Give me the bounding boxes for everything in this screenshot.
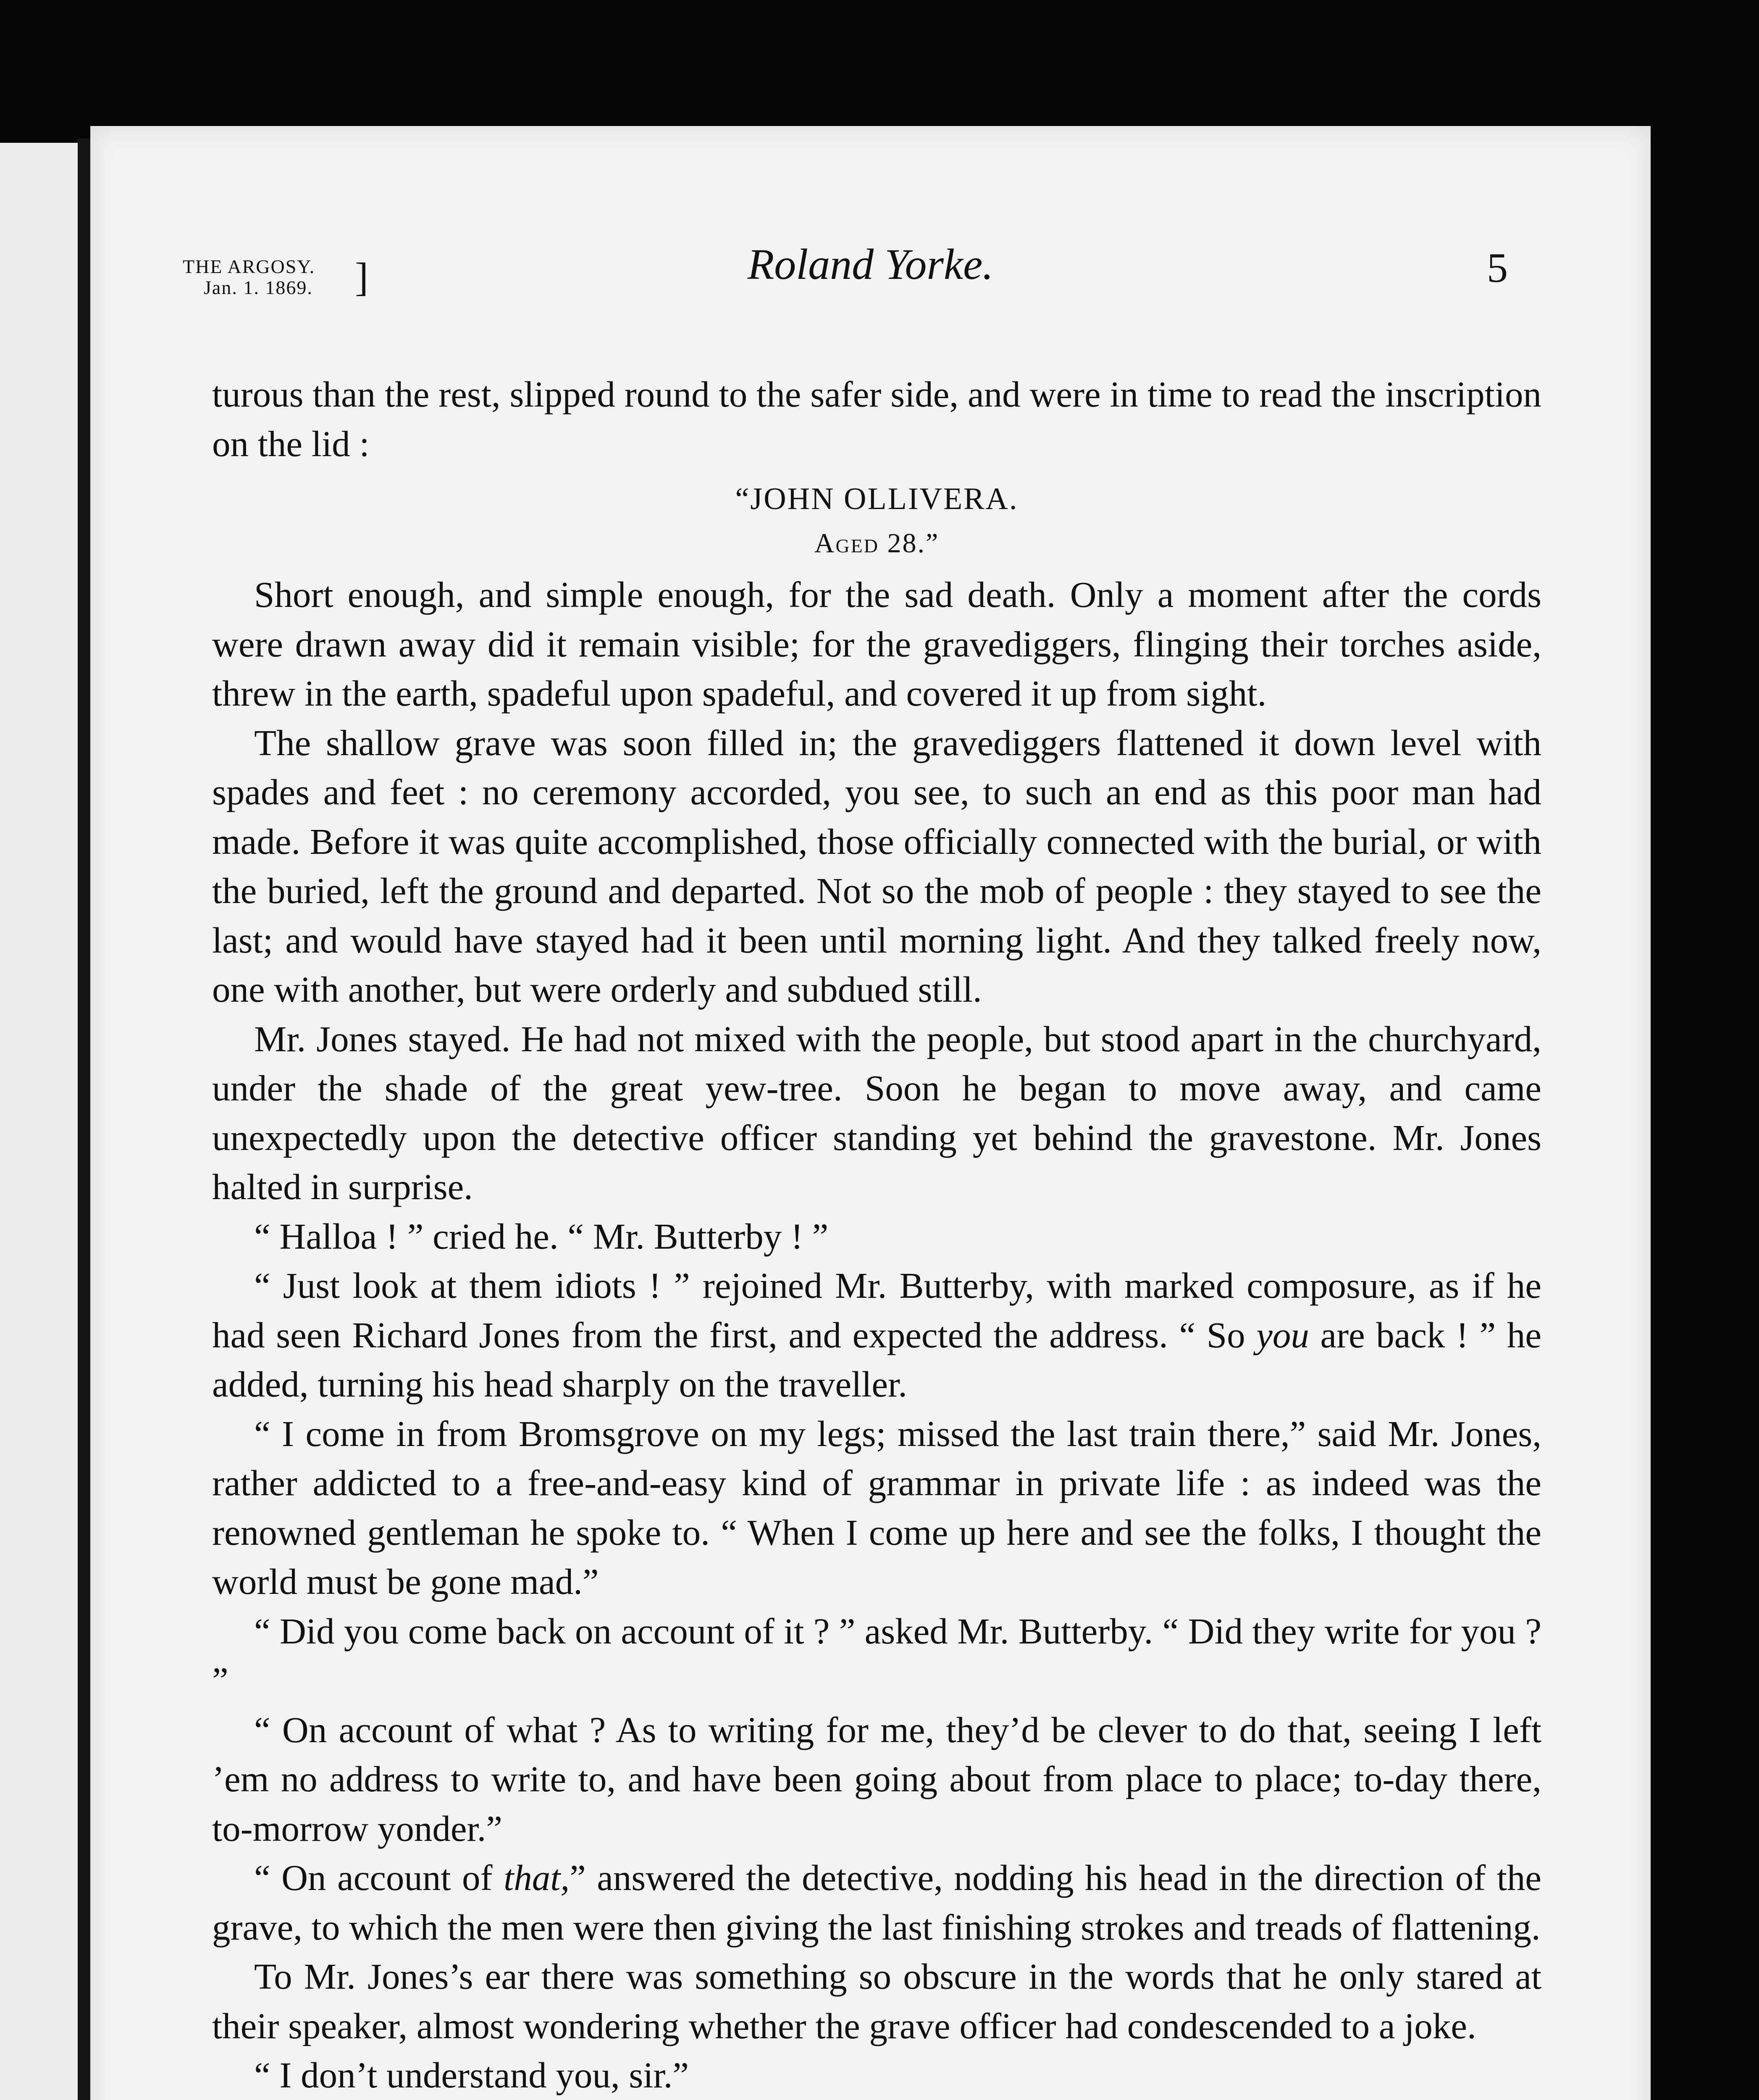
paragraph: “ On account of what ? As to writing for me, they’d be clever to do that, seeing I left ’em no address to write to, and have been going about from place to place; to-day there, to-morrow yonder.” bbox=[212, 1709, 1541, 1849]
emphasis: you bbox=[1256, 1314, 1309, 1355]
page-title: Roland Yorke. bbox=[747, 240, 994, 289]
paragraph: “ Just look at them idiots ! ” rejoined Mr. Butterby, with marked composure, as if he had seen Richard Jones from the first, and expected the address. “ So you are back ! ” he added, turning his head sharply on the traveller. bbox=[212, 1265, 1541, 1404]
paragraph: To Mr. Jones’s ear there was something so obscure in the words that he only stared at their speaker, almost wondering whether the grave officer had condescended to a joke. bbox=[212, 1956, 1541, 2046]
paragraph: turous than the rest, slipped round to the safer side, and were in time to read the inscription on the lid : bbox=[212, 374, 1541, 464]
inscription bbox=[212, 477, 1541, 566]
body-text bbox=[212, 370, 1541, 2100]
running-head-bracket: ] bbox=[355, 255, 369, 299]
paragraph: Short enough, and simple enough, for the sad death. Only a moment after the cords were drawn away did it remain visible; for the gravediggers, flinging their torches aside, threw in the earth, spadeful upon spadeful, and covered it up from sight. bbox=[212, 574, 1541, 714]
inscription-age: Aged 28.” bbox=[814, 528, 940, 559]
paragraph: “ Halloa ! ” cried he. “ Mr. Butterby ! ” bbox=[254, 1215, 829, 1257]
running-head-journal: THE ARGOSY. bbox=[183, 256, 315, 277]
paragraph: “ I don’t understand you, sir.” bbox=[254, 2055, 689, 2095]
inscription-name: “JOHN OLLIVERA. bbox=[735, 482, 1019, 516]
paragraph: The shallow grave was soon filled in; the gravediggers flattened it down level with spades and feet : no ceremony accorded, you see, to such an end as this poor man had made. Before it was quite accomplished, those officially connected with the burial, or with the buried, left the ground and departed. Not so the mob of people : they stayed to see the last; and would have stayed had it been until morning light. And they talked freely now, one with another, but were orderly and subdued still. bbox=[212, 722, 1541, 1010]
paragraph: “ I come in from Bromsgrove on my legs; missed the last train there,” said Mr. Jones, rather addicted to a free-and-easy kind of grammar in private life : as indeed was the renowned gentleman he spoke to. “ When I come up here and see the folks, I thought the world must be gone mad.” bbox=[212, 1413, 1541, 1602]
previous-page-edge bbox=[0, 143, 78, 2100]
page-number: 5 bbox=[1487, 244, 1508, 291]
running-head-date: Jan. 1. 1869. bbox=[204, 277, 313, 298]
book-page bbox=[90, 126, 1651, 2100]
emphasis: that, bbox=[504, 1857, 570, 1898]
paragraph: Mr. Jones stayed. He had not mixed with the people, but stood apart in the churchyard, under the shade of the great yew-tree. Soon he began to move away, and came unexpectedly upon the detective officer standing yet behind the gravestone. Mr. Jones halted in surprise. bbox=[212, 1018, 1541, 1207]
paragraph: “ Did you come back on account of it ? ” asked Mr. Butterby. “ Did they write for you ? ” bbox=[212, 1610, 1541, 1701]
book-gutter bbox=[78, 139, 90, 2100]
paragraph: “ On account of that,” answered the detective, nodding his head in the direction of the grave, to which the men were then giving the last finishing strokes and treads of flattening. bbox=[212, 1857, 1541, 1948]
